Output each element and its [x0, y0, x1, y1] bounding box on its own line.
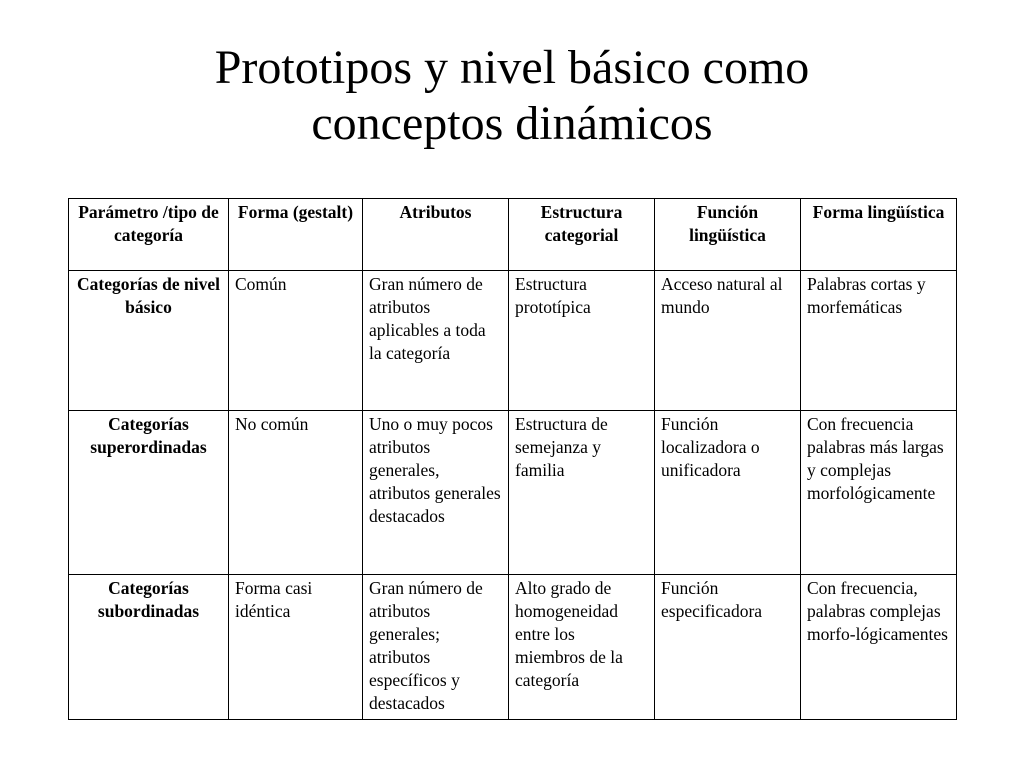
table-cell: Acceso natural al mundo	[655, 271, 801, 411]
table-cell: Función localizadora o unificadora	[655, 411, 801, 575]
comparison-table	[68, 198, 957, 720]
column-header: Función lingüística	[655, 199, 801, 271]
table-cell: Función especificadora	[655, 575, 801, 720]
table-cell: Con frecuencia, palabras complejas morfo-lógicamentes	[801, 575, 957, 720]
column-header: Forma lingüística	[801, 199, 957, 271]
column-header: Parámetro /tipo de categoría	[69, 199, 229, 271]
table-cell: Forma casi idéntica	[229, 575, 363, 720]
table-row	[69, 575, 957, 720]
table-cell: Estructura de semejanza y familia	[509, 411, 655, 575]
table-cell: Gran número de atributos generales; atributos específicos y destacados	[363, 575, 509, 720]
table-row	[69, 271, 957, 411]
row-category-cell: Categorías subordinadas	[69, 575, 229, 720]
table-row	[69, 411, 957, 575]
column-header: Estructura categorial	[509, 199, 655, 271]
table-cell: Común	[229, 271, 363, 411]
table-cell: Gran número de atributos aplicables a toda la categoría	[363, 271, 509, 411]
column-header: Forma (gestalt)	[229, 199, 363, 271]
row-category-cell: Categorías de nivel básico	[69, 271, 229, 411]
row-category-cell: Categorías superordinadas	[69, 411, 229, 575]
table-cell: Palabras cortas y morfemáticas	[801, 271, 957, 411]
table-cell: Alto grado de homogeneidad entre los miembros de la categoría	[509, 575, 655, 720]
table-cell: No común	[229, 411, 363, 575]
table-cell: Estructura prototípica	[509, 271, 655, 411]
slide-title-line-2: conceptos dinámicos	[311, 97, 713, 150]
table-cell: Con frecuencia palabras más largas y complejas morfológicamente	[801, 411, 957, 575]
slide-title	[0, 40, 1024, 152]
table-header-row	[69, 199, 957, 271]
slide-title-line-1: Prototipos y nivel básico como	[214, 41, 810, 94]
column-header: Atributos	[363, 199, 509, 271]
table-cell: Uno o muy pocos atributos generales, atributos generales destacados	[363, 411, 509, 575]
